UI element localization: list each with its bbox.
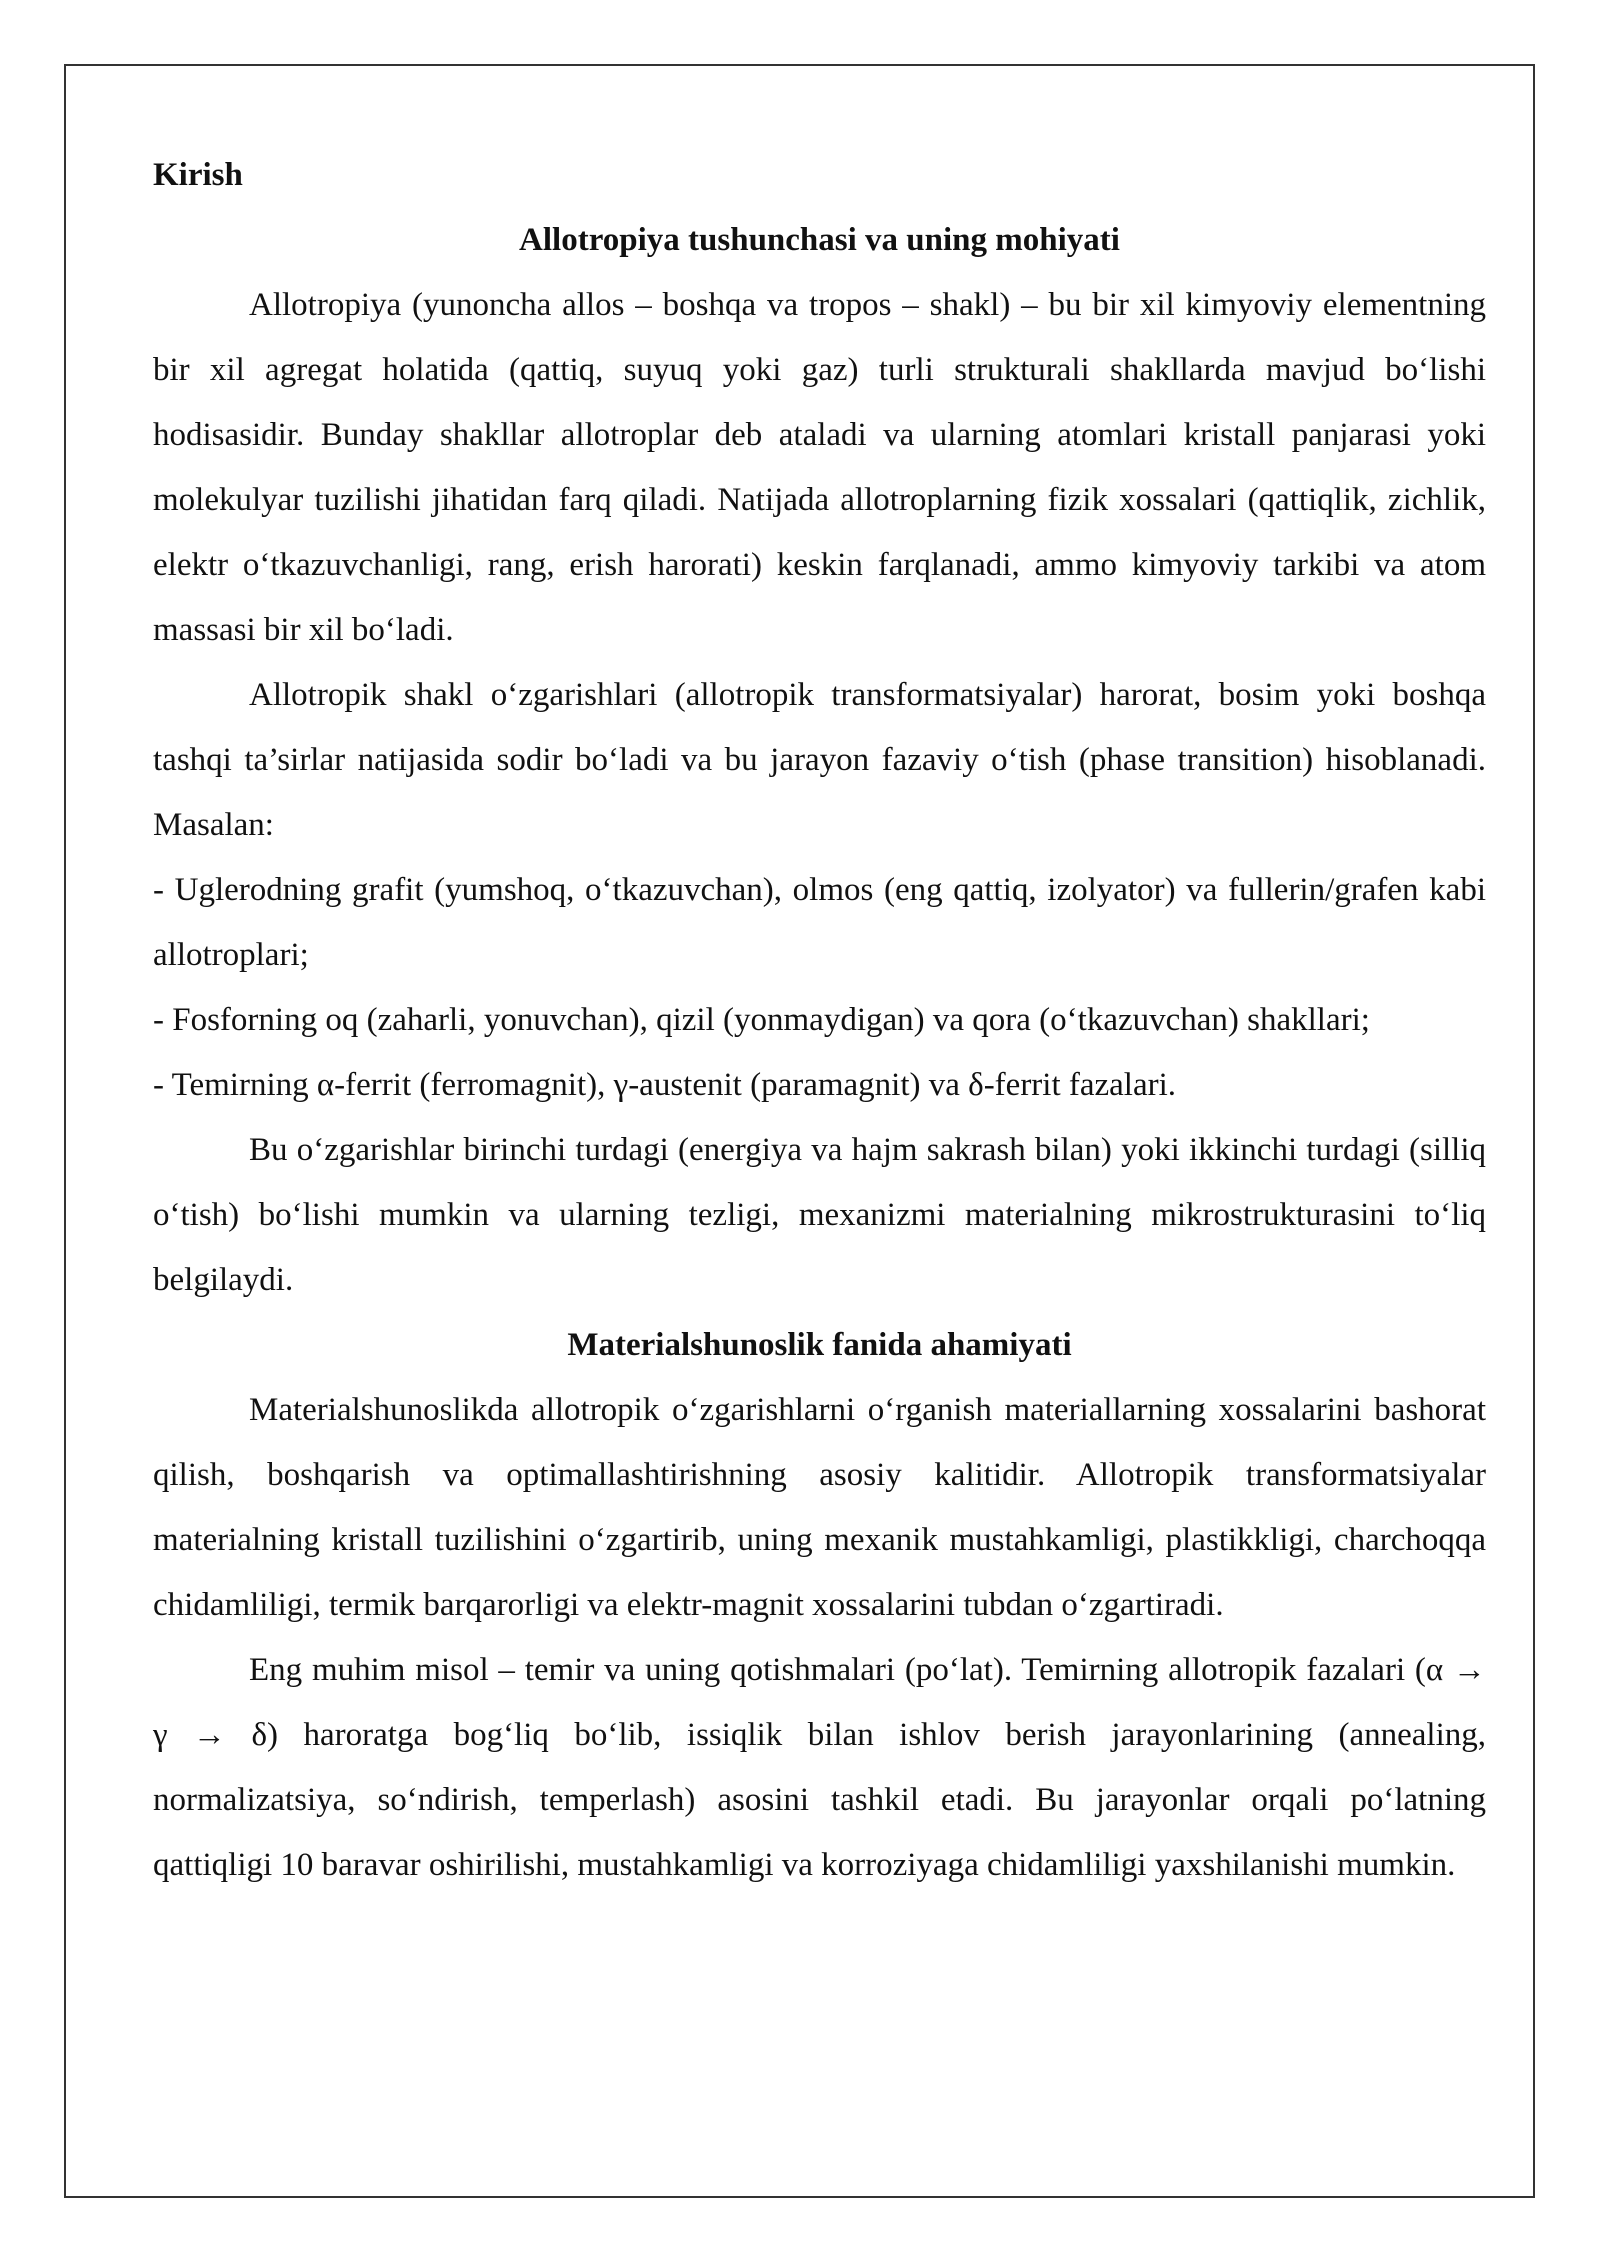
paragraph-transition-types: Bu o‘zgarishlar birinchi turdagi (energiya va hajm sakrash bilan) yoki ikkinchi turdagi (silliq o‘tish) bo‘lishi mumkin va ularning tezligi, mexanizmi materialning mikrostrukturasini to‘liq belgilaydi.	[153, 1132, 1486, 1298]
paragraph-definition: Allotropiya (yunoncha allos – boshqa va tropos – shakl) – bu bir xil kimyoviy elementning bir xil agregat holatida (qattiq, suyuq yoki gaz) turli strukturali shakllarda mavjud bo‘lishi hodisasidir. Bunday shakllar allotroplar deb ataladi va ularning atomlari kristall panjarasi yoki molekulyar tuzilishi jihatidan farq qiladi. Natijada allotroplarning fizik xossalari (qattiqlik, zichlik, elektr o‘tkazuvchanligi, rang, erish harorati) keskin farqlanadi, ammo kimyoviy tarkibi va atom massasi bir xil bo‘ladi.	[153, 287, 1486, 648]
document-body	[153, 143, 1486, 1898]
section-title-allotropy: Allotropiya tushunchasi va uning mohiyati	[519, 222, 1120, 258]
intro-label: Kirish	[153, 157, 243, 193]
list-item-iron: - Temirning α-ferrit (ferromagnit), γ-austenit (paramagnit) va δ-ferrit fazalari.	[153, 1067, 1177, 1103]
paragraph-transformations: Allotropik shakl o‘zgarishlari (allotropik transformatsiyalar) harorat, bosim yoki boshqa tashqi ta’sirlar natijasida sodir bo‘ladi va bu jarayon fazaviy o‘tish (phase transition) hisoblanadi. Masalan:	[153, 677, 1486, 843]
paragraph-materials-science: Materialshunoslikda allotropik o‘zgarishlarni o‘rganish materiallarning xossalarini bashorat qilish, boshqarish va optimallashtirishning asosiy kalitidir. Allotropik transformatsiyalar materialning kristall tuzilishini o‘zgartirib, uning mexanik mustahkamligi, plastikkligi, charchoqqa chidamliligi, termik barqarorligi va elektr-magnit xossalarini tubdan o‘zgartiradi.	[153, 1392, 1486, 1623]
section-title-importance: Materialshunoslik fanida ahamiyati	[567, 1327, 1072, 1363]
list-item-phosphorus: - Fosforning oq (zaharli, yonuvchan), qizil (yonmaydigan) va qora (o‘tkazuvchan) shakllari;	[153, 1002, 1370, 1038]
paragraph-iron-example: Eng muhim misol – temir va uning qotishmalari (po‘lat). Temirning allotropik fazalari (α → γ → δ) haroratga bog‘liq bo‘lib, issiqlik bilan ishlov berish jarayonlarining (annealing, normalizatsiya, so‘ndirish, temperlash) asosini tashkil etadi. Bu jarayonlar orqali po‘latning qattiqligi 10 baravar oshirilishi, mustahkamligi va korroziyaga chidamliligi yaxshilanishi mumkin.	[153, 1652, 1486, 1883]
list-item-carbon: - Uglerodning grafit (yumshoq, o‘tkazuvchan), olmos (eng qattiq, izolyator) va fullerin/grafen kabi allotroplari;	[153, 872, 1486, 973]
